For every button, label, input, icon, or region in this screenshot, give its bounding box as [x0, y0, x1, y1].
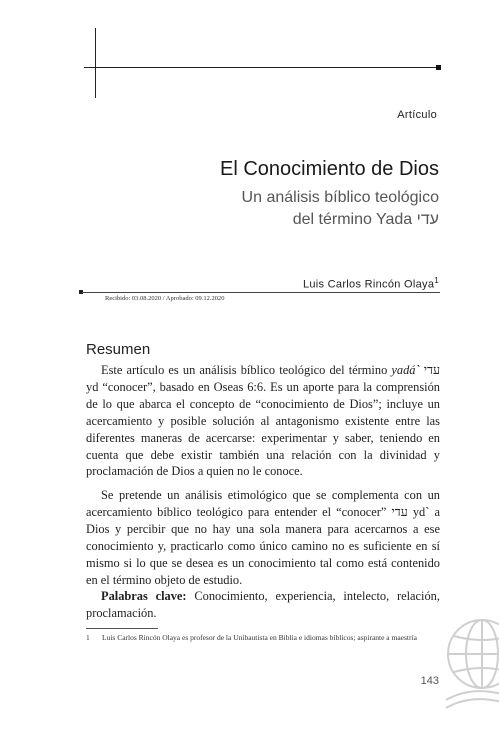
- footnote-rule: [86, 628, 158, 629]
- abstract-paragraph-2: [86, 487, 440, 588]
- p1-text-a: Este artículo es un análisis bíblico teológico del término: [101, 363, 392, 377]
- author-rule: [82, 292, 440, 293]
- p1-yada-term: yadá`: [391, 363, 420, 377]
- footnote: [86, 632, 440, 643]
- subtitle-hebrew-term: עדי: [416, 211, 439, 228]
- p2-text-a: Se pretende un análisis etimológico que se complementa con un acercamiento bíblico teológico para entender el “conocer”: [86, 488, 440, 519]
- page-number: 143: [420, 675, 439, 687]
- p1-text-b: yd “conocer”, basado en Oseas 6:6. Es un aporte para la comprensión de lo que abarca el concepto de “conocimiento de Dios”; incluye un acercamiento y posible solución al antagonismo existente entre las diferentes maneras de acercarse: experimentar y saber, teniendo en cuenta que debe existir también una relación con la divinidad y proclamación de Dios a quien no le conoce.: [86, 379, 440, 479]
- received-approved-dates: Recibido: 03.08.2020 / Aprobado: 09.12.2020: [105, 295, 225, 302]
- subtitle-text: del término Yada: [292, 211, 413, 228]
- footnote-number: 1: [86, 633, 90, 642]
- footnote-text: Luis Carlos Rincón Olaya es profesor de la Unibautista en Biblia e idiomas bíblicos; aspirante a maestría: [102, 633, 417, 642]
- author-name: [303, 276, 439, 291]
- author-footnote-mark: 1: [434, 276, 439, 285]
- abstract-paragraph-1: [86, 362, 440, 480]
- article-subtitle-line2: [293, 209, 439, 231]
- article-subtitle-line1: Un análisis bíblico teológico: [241, 189, 439, 206]
- header-rule-end-square: [436, 65, 441, 70]
- header-rule: [84, 67, 438, 68]
- crop-mark-vertical: [95, 28, 96, 98]
- article-title: El Conocimiento de Dios: [220, 158, 439, 180]
- author-text: Luis Carlos Rincón Olaya: [302, 278, 435, 291]
- globe-logo-icon: [440, 608, 499, 718]
- keywords-paragraph: [86, 588, 440, 622]
- p1-hebrew-term: עדי: [423, 363, 440, 377]
- keywords-label: Palabras clave:: [101, 589, 187, 603]
- keywords-text: Conocimiento, experiencia, intelecto, relación, proclamación.: [86, 589, 440, 620]
- abstract-heading: Resumen: [86, 341, 151, 358]
- p2-text-b: yd` a Dios y percibir que no hay una sola manera para acercarnos a ese conocimiento y, practicarlo como único camino no es suficiente en sí mismo si lo que se desea es un conocimiento tal como está contenido en el término objeto de estudio.: [86, 504, 440, 587]
- p2-hebrew-term: עדי: [391, 504, 408, 519]
- section-label: Artículo: [397, 109, 437, 121]
